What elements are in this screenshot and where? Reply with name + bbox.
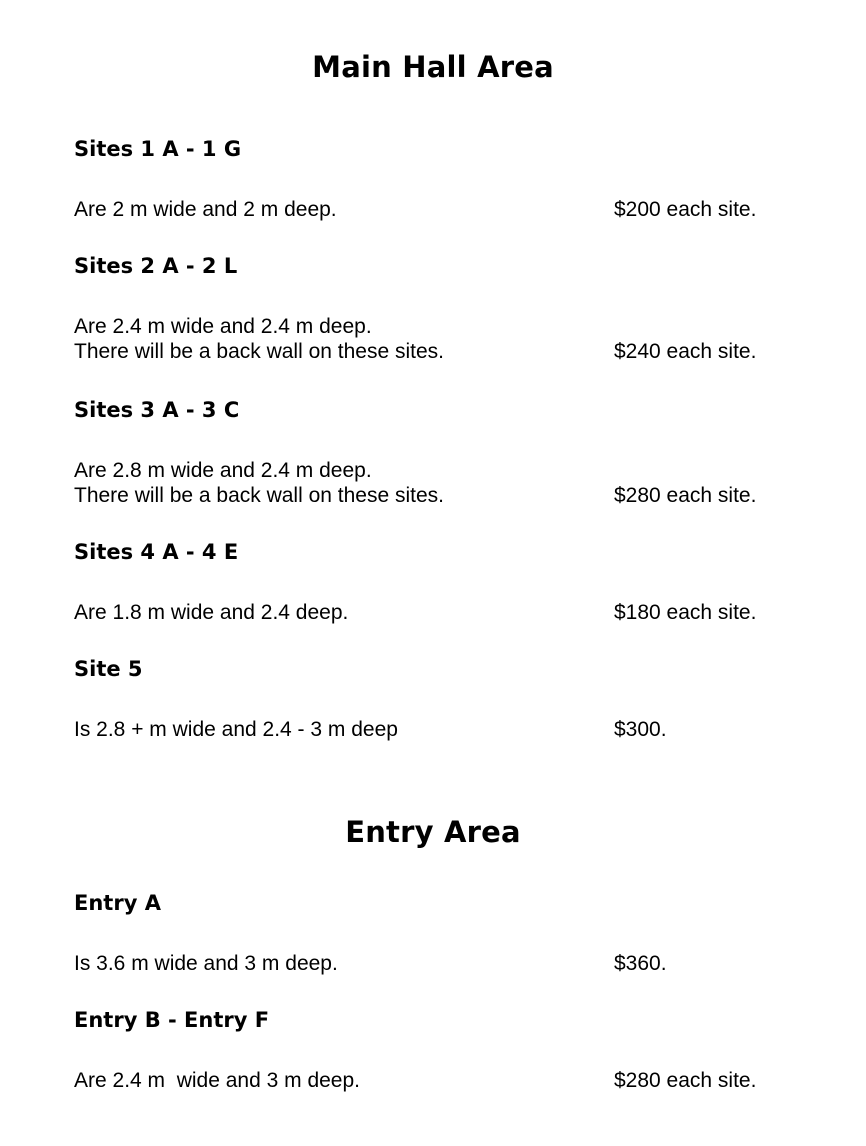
section-description-entry-a (74, 952, 338, 976)
section-description-sites-1 (74, 198, 337, 222)
description-line: Are 2.8 m wide and 2.4 m deep. (74, 459, 372, 482)
section-price-sites-4: $180 each site. (614, 601, 757, 624)
section-heading-entry-b-f: Entry B - Entry F (74, 1008, 270, 1032)
section-description-sites-4 (74, 601, 348, 625)
description-line: There will be a back wall on these sites. (74, 340, 445, 363)
section-description-entry-b-f (74, 1069, 360, 1093)
description-line: There will be a back wall on these sites. (74, 484, 445, 507)
description-line: Is 2.8 + m wide and 2.4 - 3 m deep (74, 718, 398, 741)
section-heading-site-5: Site 5 (74, 657, 143, 681)
section-description-site-5 (74, 718, 398, 742)
section-price-entry-a: $360. (614, 952, 667, 975)
section-description-sites-3 (74, 459, 444, 508)
section-heading-entry-a: Entry A (74, 891, 161, 915)
section-price-sites-2: $240 each site. (614, 340, 757, 363)
section-description-sites-2 (74, 315, 444, 364)
description-line: Are 2.4 m wide and 2.4 m deep. (74, 315, 372, 338)
entry-area-title: Entry Area (345, 815, 521, 849)
main-hall-title: Main Hall Area (312, 50, 554, 84)
section-price-sites-3: $280 each site. (614, 484, 757, 507)
section-heading-sites-4: Sites 4 A - 4 E (74, 540, 239, 564)
section-price-site-5: $300. (614, 718, 667, 741)
section-price-entry-b-f: $280 each site. (614, 1069, 757, 1092)
description-line: Are 2 m wide and 2 m deep. (74, 198, 337, 221)
description-line: Is 3.6 m wide and 3 m deep. (74, 952, 338, 975)
section-heading-sites-1: Sites 1 A - 1 G (74, 137, 242, 161)
section-heading-sites-2: Sites 2 A - 2 L (74, 254, 238, 278)
section-price-sites-1: $200 each site. (614, 198, 757, 221)
description-line: Are 1.8 m wide and 2.4 deep. (74, 601, 349, 624)
section-heading-sites-3: Sites 3 A - 3 C (74, 398, 240, 422)
description-line: Are 2.4 m wide and 3 m deep. (74, 1069, 360, 1092)
